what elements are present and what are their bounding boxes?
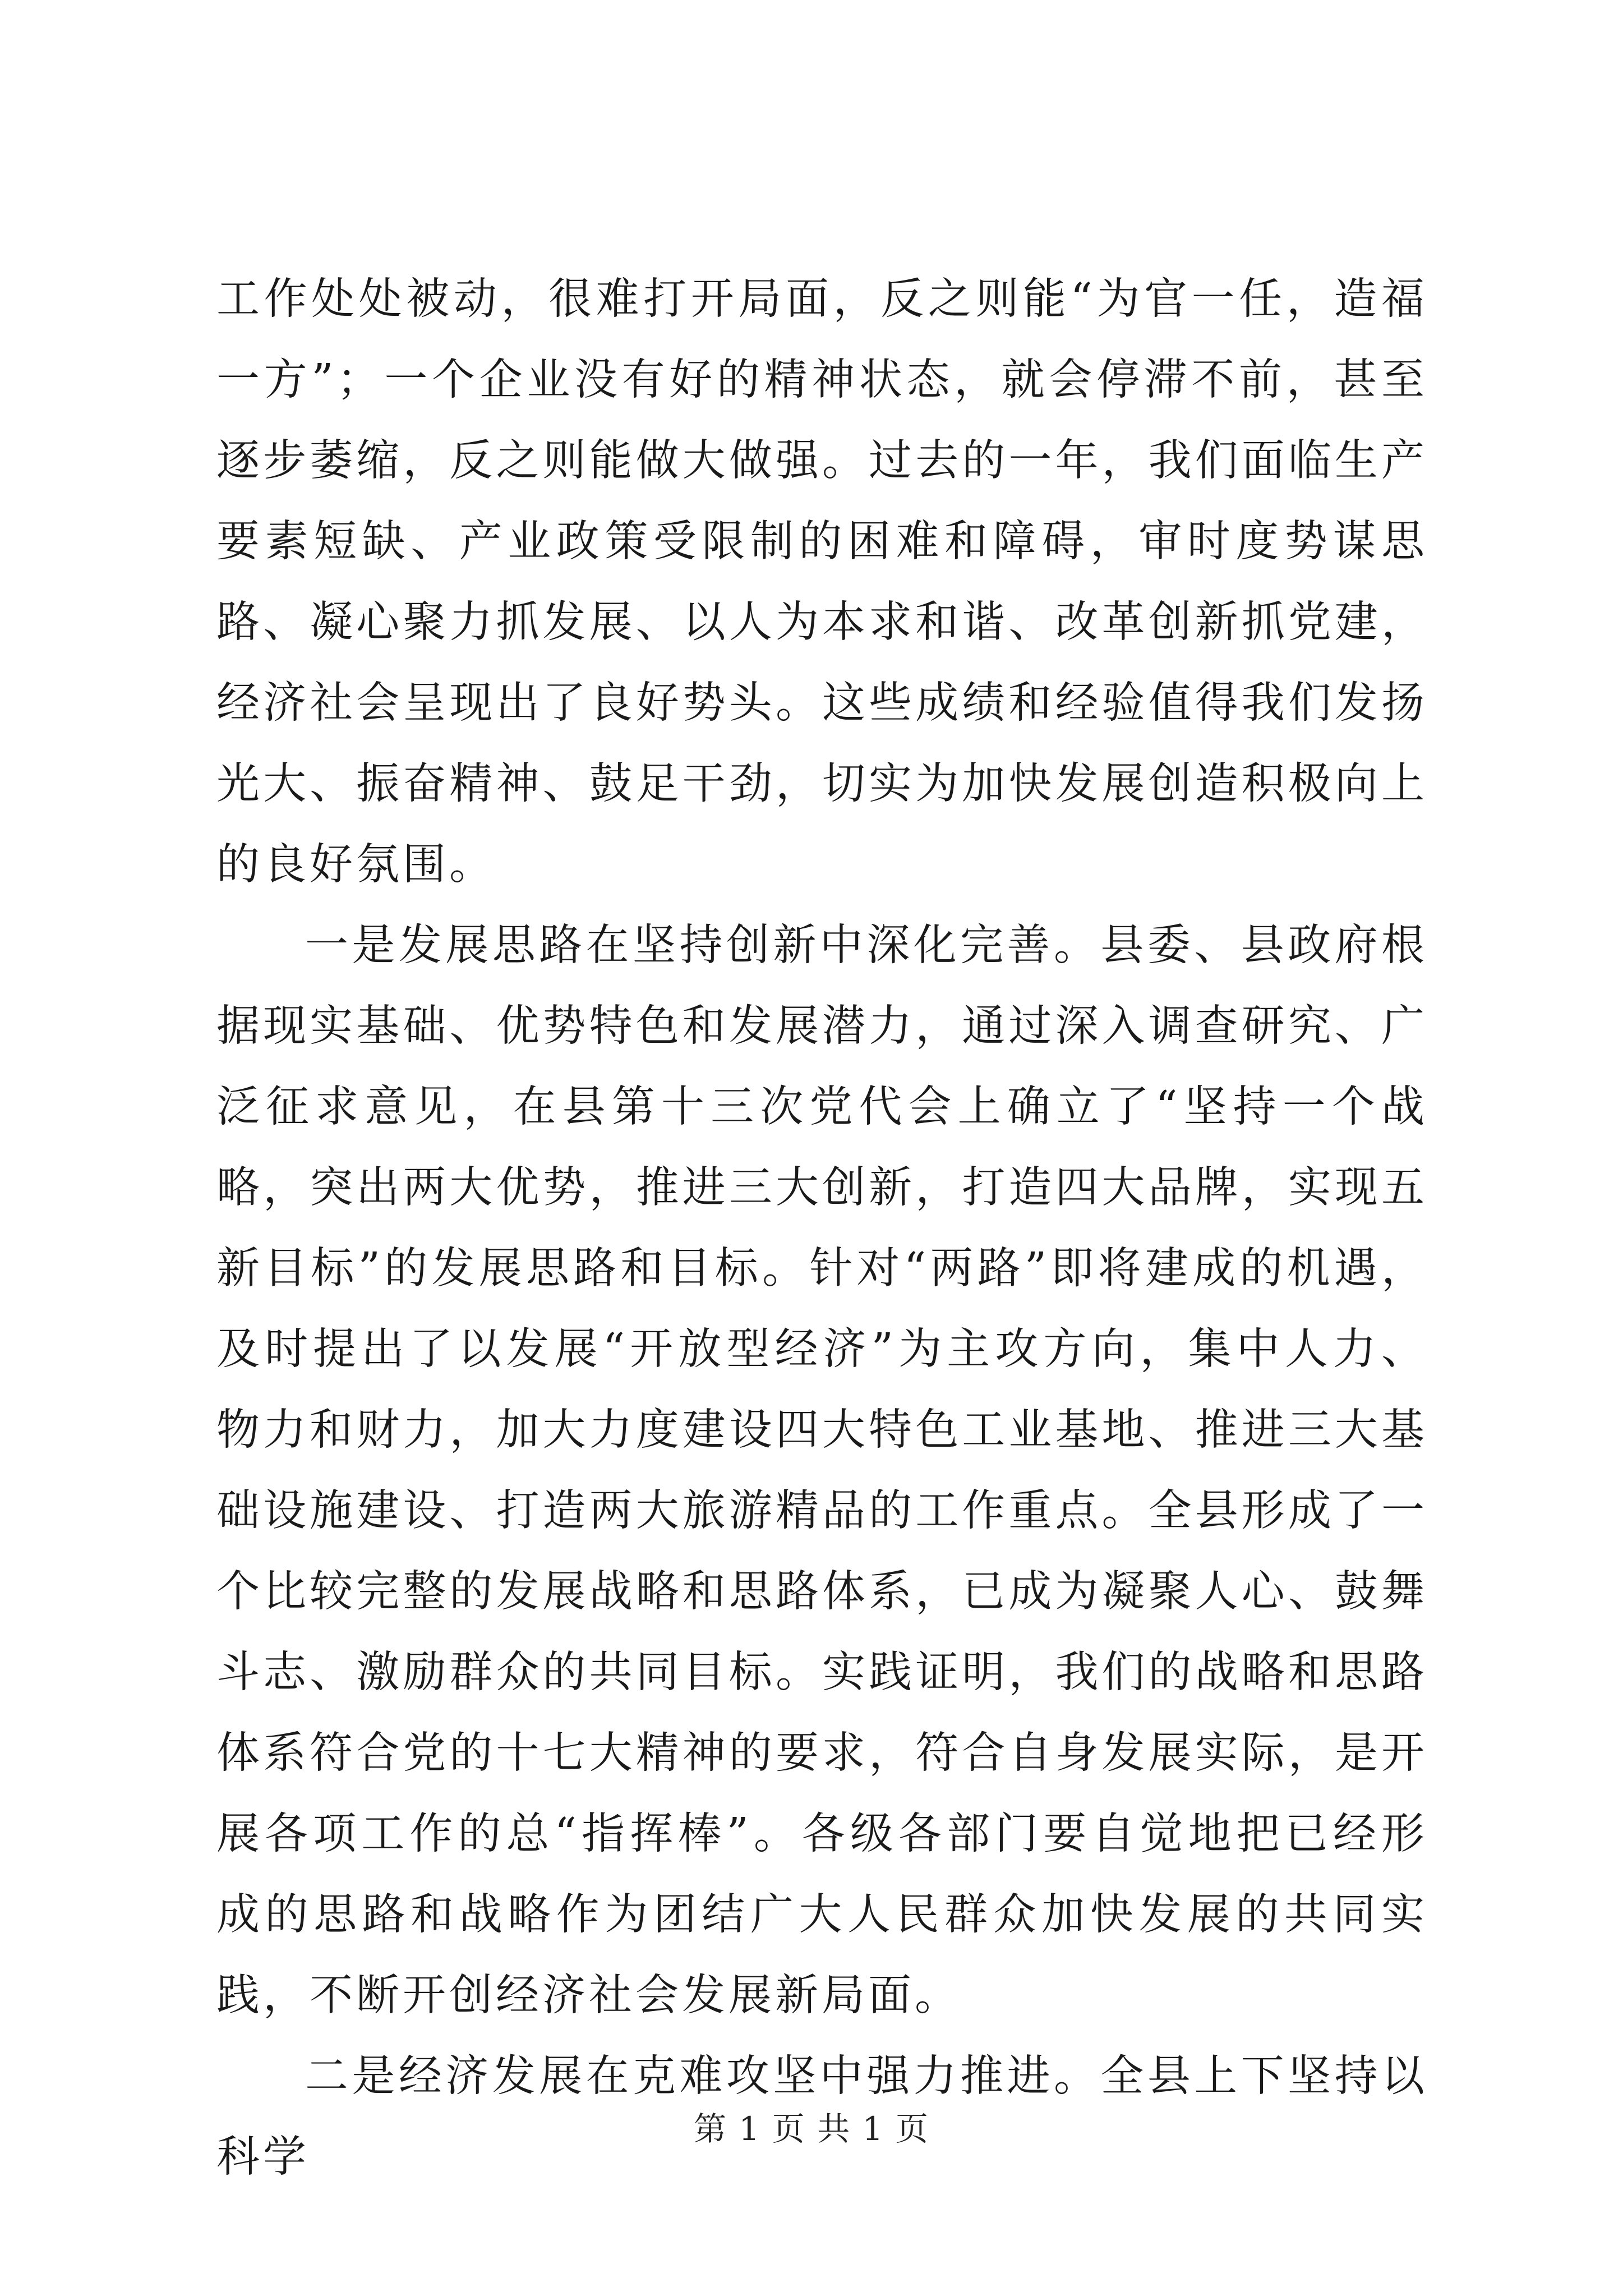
- paragraph-economic-development: 二是经济发展在克难攻坚中强力推进。全县上下坚持以科学: [216, 2051, 1428, 2182]
- page-footer: 第 1 页 共 1 页: [694, 2110, 929, 2148]
- paragraph-development-ideas: 一是发展思路在坚持创新中深化完善。县委、县政府根据现实基础、优势特色和发展潜力，通过深入调查研究、广泛征求意见，在县第十三次党代会上确立了“坚持一个战略，突出两大优势，推进三大创新，打造四大品牌，实现五新目标”的发展思路和目标。针对“两路”即将建成的机遇，及时提出了以发展“开放型经济”为主攻方向，集中人力、物力和财力，加大力度建设四大特色工业基地、推进三大基础设施建设、打造两大旅游精品的工作重点。全县形成了一个比较完整的发展战略和思路体系，已成为凝聚人心、鼓舞斗志、激励群众的共同目标。实践证明，我们的战略和思路体系符合党的十七大精神的要求，符合自身发展实际，是开展各项工作的总“指挥棒”。各级各部门要自觉地把已经形成的思路和战略作为团结广大人民群众加快发展的共同实践，不断开创经济社会发展新局面。: [216, 921, 1428, 2021]
- paragraph-continuation: 工作处处被动，很难打开局面，反之则能“为官一任，造福一方”；一个企业没有好的精神状态，就会停滞不前，甚至逐步萎缩，反之则能做大做强。过去的一年，我们面临生产要素短缺、产业政策受限制的困难和障碍，审时度势谋思路、凝心聚力抓发展、以人为本求和谐、改革创新抓党建，经济社会呈现出了良好势头。这些成绩和经验值得我们发扬光大、振奋精神、鼓足干劲，切实为加快发展创造积极向上的良好氛围。: [216, 274, 1428, 890]
- document-body: [216, 259, 1428, 2198]
